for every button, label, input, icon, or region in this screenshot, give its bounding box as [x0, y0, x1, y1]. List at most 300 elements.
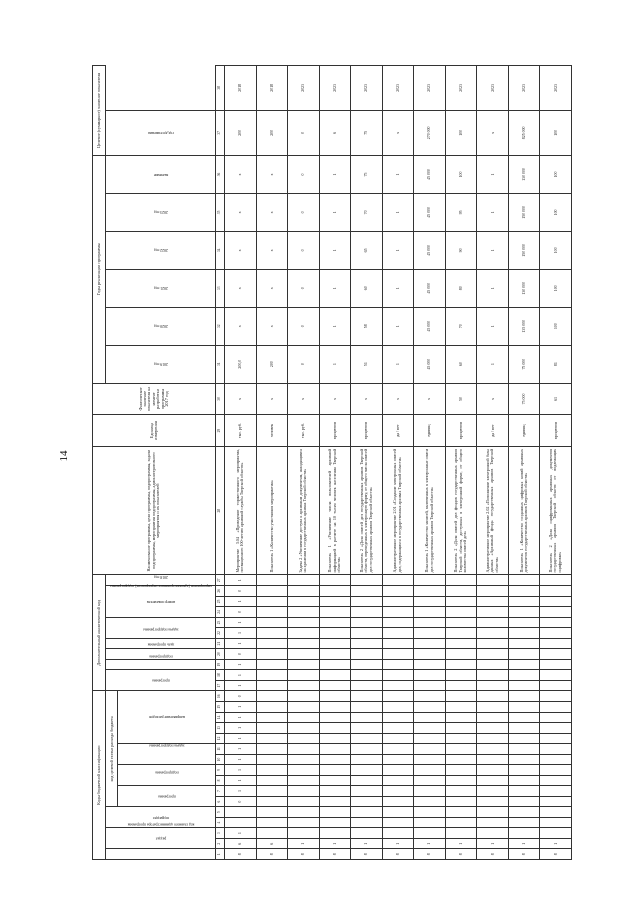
- code-cell: [351, 807, 383, 818]
- year-header-2019: 2019 год: [106, 345, 216, 383]
- year-value: 1: [382, 307, 414, 345]
- code-cell: [445, 733, 477, 744]
- table-row: [319, 66, 351, 860]
- code-cell: [540, 733, 572, 744]
- code-cell: [288, 680, 320, 691]
- code-cell: 6: [256, 838, 288, 849]
- column-number: 36: [216, 156, 225, 194]
- code-cell: [477, 680, 509, 691]
- target-year: 2023: [508, 66, 540, 111]
- code-cell: 1: [225, 617, 257, 628]
- code-cell: [382, 733, 414, 744]
- target-value: 6: [319, 110, 351, 155]
- code-cell: 1: [540, 838, 572, 849]
- column-number: 27: [216, 575, 225, 586]
- fact-value: х: [225, 383, 257, 415]
- code-cell: [256, 702, 288, 713]
- unit-cell: процентов: [540, 415, 572, 447]
- code-cell: [319, 586, 351, 597]
- code-cell: [256, 628, 288, 639]
- column-number: 16: [216, 691, 225, 702]
- year-value: 75: [351, 156, 383, 194]
- code-cell: [319, 670, 351, 681]
- code-cell: [477, 775, 509, 786]
- column-number: 29: [216, 415, 225, 447]
- code-cell: [508, 596, 540, 607]
- year-value: х: [225, 307, 257, 345]
- code-cell: [351, 775, 383, 786]
- code-cell: [445, 649, 477, 660]
- column-number: 6: [216, 796, 225, 807]
- code-cell: [414, 786, 446, 797]
- code-cell: [288, 691, 320, 702]
- year-value: 0: [288, 231, 320, 269]
- code-cell: [288, 670, 320, 681]
- code-cell: [508, 817, 540, 828]
- code-cell: 1: [225, 712, 257, 723]
- target-year: 2023: [319, 66, 351, 111]
- fact-value: х: [319, 383, 351, 415]
- column-number: 37: [216, 110, 225, 155]
- code-cell: [351, 744, 383, 755]
- row-name: Показатель 1 «Количество участников мероприятия»: [256, 446, 288, 575]
- column-number: 25: [216, 596, 225, 607]
- target-year: 2023: [288, 66, 320, 111]
- code-cell: [256, 670, 288, 681]
- target-value: 0: [288, 110, 320, 155]
- code-cell: [414, 775, 446, 786]
- unit-cell: процентов: [351, 415, 383, 447]
- code-cell: [319, 744, 351, 755]
- program-codes-group-header: Дополнительный аналитический код: [93, 575, 106, 691]
- code-cell: 8: [351, 849, 383, 860]
- year-value: 80: [445, 269, 477, 307]
- code-cell: [382, 786, 414, 797]
- year-value: 60: [351, 269, 383, 307]
- code-cell: [382, 617, 414, 628]
- code-cell: [256, 638, 288, 649]
- code-cell: [382, 796, 414, 807]
- year-value: х: [225, 156, 257, 194]
- code-cell: [477, 744, 509, 755]
- year-value: 1: [477, 156, 509, 194]
- table-row: [445, 66, 477, 860]
- subsection-header: подраздел: [106, 807, 216, 828]
- row-name: Показатель 2 «Доля оцифрованных архивных документов государственных архивов Тверской области от подлежащих оцифровке»: [540, 446, 572, 575]
- code-cell: [382, 575, 414, 586]
- table-row: [382, 66, 414, 860]
- code-cell: [414, 649, 446, 660]
- code-cell: 0: [225, 649, 257, 660]
- code-cell: [414, 659, 446, 670]
- code-cell: [540, 723, 572, 734]
- code-cell: [288, 702, 320, 713]
- code-cell: [445, 691, 477, 702]
- code-cell: [256, 807, 288, 818]
- row-name: Показатель 1 «Количество созданных цифровых копий архивных документов государственных архивов Тверской области»: [508, 446, 540, 575]
- code-cell: [351, 596, 383, 607]
- cs-direction-header: направление расходов: [118, 691, 216, 744]
- code-cell: [414, 638, 446, 649]
- code-cell: [477, 712, 509, 723]
- code-cell: [351, 649, 383, 660]
- code-cell: 6: [225, 838, 257, 849]
- code-cell: [319, 712, 351, 723]
- code-cell: [382, 659, 414, 670]
- year-value: 45 000: [414, 269, 446, 307]
- document-frame: [92, 65, 572, 860]
- code-cell: [477, 617, 509, 628]
- code-cell: [319, 617, 351, 628]
- code-cell: [414, 702, 446, 713]
- code-cell: [445, 712, 477, 723]
- column-number: 10: [216, 754, 225, 765]
- cs-subprogram-header: подпрограмма: [118, 765, 216, 786]
- admin-code-header: код главного администратора программы: [106, 849, 216, 860]
- year-value: 45 000: [414, 156, 446, 194]
- code-cell: [382, 744, 414, 755]
- year-value: х: [256, 269, 288, 307]
- code-cell: [508, 723, 540, 734]
- target-year-header: год достижения: [106, 110, 216, 155]
- code-cell: [445, 807, 477, 818]
- target-value: 75: [351, 110, 383, 155]
- unit-cell: единиц: [508, 415, 540, 447]
- year-value: 1: [319, 307, 351, 345]
- code-cell: 1: [319, 838, 351, 849]
- target-year: 2023: [382, 66, 414, 111]
- code-cell: [288, 607, 320, 618]
- code-cell: [540, 617, 572, 628]
- code-cell: [540, 775, 572, 786]
- code-cell: [540, 702, 572, 713]
- code-cell: [382, 754, 414, 765]
- code-cell: [508, 586, 540, 597]
- code-cell: [382, 596, 414, 607]
- unit-column-header: Единица измерения: [93, 415, 216, 447]
- target-year: 2023: [445, 66, 477, 111]
- code-cell: 1: [508, 838, 540, 849]
- code-cell: [414, 765, 446, 776]
- code-cell: [414, 596, 446, 607]
- target-year: 2023: [351, 66, 383, 111]
- code-cell: [288, 712, 320, 723]
- code-cell: [382, 607, 414, 618]
- code-cell: [382, 807, 414, 818]
- code-cell: [445, 786, 477, 797]
- code-cell: [477, 670, 509, 681]
- column-number: 13: [216, 723, 225, 734]
- target-year: 2023: [414, 66, 446, 111]
- column-number: 11: [216, 744, 225, 755]
- code-cell: [508, 617, 540, 628]
- target-value: х: [477, 110, 509, 155]
- code-cell: [477, 607, 509, 618]
- fact-value: 61: [540, 383, 572, 415]
- code-cell: [319, 754, 351, 765]
- code-cell: [351, 754, 383, 765]
- code-cell: [508, 691, 540, 702]
- code-cell: [508, 733, 540, 744]
- code-cell: 1: [225, 670, 257, 681]
- code-cell: [540, 596, 572, 607]
- code-cell: [319, 638, 351, 649]
- year-value: 1: [382, 269, 414, 307]
- column-number: 18: [216, 670, 225, 681]
- code-cell: [540, 828, 572, 839]
- year-value: х: [256, 307, 288, 345]
- table-row: [256, 66, 288, 860]
- code-cell: [382, 586, 414, 597]
- year-header-2021: 2021 год: [106, 269, 216, 307]
- code-cell: [445, 617, 477, 628]
- target-value: 270 000: [414, 110, 446, 155]
- code-cell: 1: [225, 702, 257, 713]
- code-cell: [540, 765, 572, 776]
- code-cell: [445, 796, 477, 807]
- code-cell: [382, 775, 414, 786]
- unit-cell: человек: [256, 415, 288, 447]
- code-cell: [288, 733, 320, 744]
- year-value: 0: [288, 345, 320, 383]
- row-name: Административное мероприятие 2.01 «Создание электронных описей дел, содержащихся в государственных архивах Тверской области»: [382, 446, 414, 575]
- year-value: х: [256, 193, 288, 231]
- codes-group-header: Коды бюджетной классификации: [93, 691, 106, 860]
- code-cell: 8: [445, 849, 477, 860]
- unit-cell: процентов: [445, 415, 477, 447]
- name-column-header: Наименование программы, цели программы, подпрограммы, задачи подпрограммы, мероприятия подпрограммы, административного мероприятия и их показателей: [93, 446, 216, 575]
- code-cell: [351, 575, 383, 586]
- year-value: 60: [445, 345, 477, 383]
- code-cell: [288, 786, 320, 797]
- code-cell: 1: [225, 659, 257, 670]
- code-cell: [319, 733, 351, 744]
- fact-value: 50: [445, 383, 477, 415]
- code-cell: [288, 744, 320, 755]
- year-value: 70: [351, 193, 383, 231]
- code-cell: [256, 586, 288, 597]
- code-cell: [445, 670, 477, 681]
- code-cell: [445, 723, 477, 734]
- column-number: 9: [216, 765, 225, 776]
- year-value: 100: [540, 156, 572, 194]
- year-value: 45 000: [414, 307, 446, 345]
- year-value: х: [256, 231, 288, 269]
- year-value: 1: [319, 231, 351, 269]
- code-cell: 8: [382, 849, 414, 860]
- code-cell: [540, 786, 572, 797]
- code-cell: [540, 649, 572, 660]
- year-value: 51: [351, 345, 383, 383]
- code-cell: [351, 796, 383, 807]
- code-cell: 1: [225, 775, 257, 786]
- code-cell: [414, 754, 446, 765]
- code-cell: [351, 817, 383, 828]
- column-number: 31: [216, 345, 225, 383]
- fact-value: х: [477, 383, 509, 415]
- code-cell: [382, 828, 414, 839]
- code-cell: [477, 817, 509, 828]
- code-cell: [414, 607, 446, 618]
- code-cell: [382, 723, 414, 734]
- column-number: 19: [216, 659, 225, 670]
- column-number: 7: [216, 786, 225, 797]
- code-cell: [540, 638, 572, 649]
- code-cell: [445, 638, 477, 649]
- code-cell: [351, 659, 383, 670]
- code-cell: [382, 628, 414, 639]
- year-value: 1: [477, 307, 509, 345]
- code-cell: [508, 775, 540, 786]
- code-cell: [414, 744, 446, 755]
- table-row: [351, 66, 383, 860]
- code-cell: [445, 702, 477, 713]
- code-cell: [477, 702, 509, 713]
- unit-cell: процентов: [319, 415, 351, 447]
- code-cell: 1: [225, 628, 257, 639]
- code-cell: [382, 680, 414, 691]
- code-cell: [351, 586, 383, 597]
- code-cell: 1: [445, 838, 477, 849]
- table-body: [93, 66, 572, 860]
- code-cell: [414, 712, 446, 723]
- code-cell: 1: [225, 680, 257, 691]
- code-cell: 1: [225, 596, 257, 607]
- target-value: 100: [445, 110, 477, 155]
- code-cell: [288, 775, 320, 786]
- code-cell: [477, 786, 509, 797]
- code-cell: [508, 712, 540, 723]
- code-cell: [540, 586, 572, 597]
- year-value: 45 000: [414, 193, 446, 231]
- code-cell: [445, 575, 477, 586]
- code-cell: [508, 670, 540, 681]
- code-cell: [351, 670, 383, 681]
- year-value: 100: [540, 231, 572, 269]
- code-cell: 8: [225, 849, 257, 860]
- cs-task-header: задача подпрограммы: [118, 744, 216, 765]
- code-cell: [414, 628, 446, 639]
- year-value: 70: [445, 307, 477, 345]
- code-cell: [445, 659, 477, 670]
- code-cell: [540, 628, 572, 639]
- year-value: х: [225, 231, 257, 269]
- code-cell: [477, 723, 509, 734]
- code-cell: 1: [477, 838, 509, 849]
- code-cell: [540, 607, 572, 618]
- code-cell: [351, 733, 383, 744]
- code-cell: [225, 807, 257, 818]
- code-cell: [540, 744, 572, 755]
- code-cell: [540, 817, 572, 828]
- ad-program-header: программа: [106, 670, 216, 691]
- year-value: 135 000: [508, 307, 540, 345]
- code-cell: [508, 828, 540, 839]
- year-value: 150 000: [508, 231, 540, 269]
- year-value: х: [225, 193, 257, 231]
- code-cell: [508, 744, 540, 755]
- code-cell: [319, 649, 351, 660]
- program-table: [92, 65, 572, 860]
- target-article-header: код целевой статьи расхода бюджета: [106, 691, 118, 807]
- table-row: [414, 66, 446, 860]
- code-cell: [256, 733, 288, 744]
- code-cell: [382, 702, 414, 713]
- code-cell: [477, 628, 509, 639]
- code-cell: 8: [508, 849, 540, 860]
- fact-column-header: Фактическое значение показателя на момент разработки программы 2017 год: [93, 383, 216, 415]
- code-cell: [414, 617, 446, 628]
- year-value: 1: [319, 345, 351, 383]
- year-value: 95: [445, 193, 477, 231]
- column-number: 23: [216, 617, 225, 628]
- code-cell: [540, 691, 572, 702]
- code-cell: 8: [288, 849, 320, 860]
- code-cell: 8: [256, 849, 288, 860]
- code-cell: [351, 712, 383, 723]
- code-cell: [508, 807, 540, 818]
- year-header-2020: 2020 год: [106, 307, 216, 345]
- code-cell: [445, 775, 477, 786]
- row-name: Показатель 2 «Доля описей дел фондов государственных архивов Тверской области, доступных в электронной форме, от общего количества описей дел»: [445, 446, 477, 575]
- fact-value: х: [414, 383, 446, 415]
- code-cell: [477, 796, 509, 807]
- year-value: 75 000: [508, 345, 540, 383]
- year-header-2018: 2018 год: [106, 575, 216, 586]
- year-value: 1: [319, 193, 351, 231]
- code-cell: [256, 765, 288, 776]
- code-cell: [382, 691, 414, 702]
- code-cell: [319, 691, 351, 702]
- code-cell: [288, 628, 320, 639]
- row-name: Показатель 1 «Увеличение числа пользователей архивной информацией в расчете на 10 тысяч человек населения Тверской области»: [319, 446, 351, 575]
- ad-task-header: задача подпрограммы: [106, 638, 216, 649]
- target-year: 2023: [540, 66, 572, 111]
- unit-cell: единиц: [414, 415, 446, 447]
- code-cell: [477, 649, 509, 660]
- code-cell: [477, 765, 509, 776]
- code-cell: [445, 744, 477, 755]
- code-cell: [414, 828, 446, 839]
- row-name: Показатель 1 «Количество записей, включенных в электронные описи дел государственных архивов Тверской области»: [414, 446, 446, 575]
- table-row: [225, 66, 257, 860]
- code-cell: [508, 638, 540, 649]
- unit-cell: да / нет: [382, 415, 414, 447]
- code-cell: [256, 607, 288, 618]
- code-cell: [319, 807, 351, 818]
- column-number: 38: [216, 66, 225, 111]
- unit-cell: тыс. руб.: [225, 415, 257, 447]
- row-name: Административное мероприятие 2.02 «Пополнение электронной базы данных «Архивный фонд» государственных архивов Тверской области»: [477, 446, 509, 575]
- code-cell: [256, 796, 288, 807]
- code-cell: [445, 596, 477, 607]
- code-cell: [382, 817, 414, 828]
- code-cell: [256, 575, 288, 586]
- code-cell: 0: [225, 607, 257, 618]
- target-column-header: Целевое (суммарное) значение показателя: [93, 66, 106, 156]
- code-cell: [351, 691, 383, 702]
- code-cell: [319, 765, 351, 776]
- code-cell: [382, 765, 414, 776]
- code-cell: [414, 723, 446, 734]
- code-cell: [319, 680, 351, 691]
- code-cell: [351, 638, 383, 649]
- code-cell: [540, 712, 572, 723]
- year-value: 0: [288, 156, 320, 194]
- code-cell: [288, 796, 320, 807]
- code-cell: [414, 670, 446, 681]
- code-cell: [351, 828, 383, 839]
